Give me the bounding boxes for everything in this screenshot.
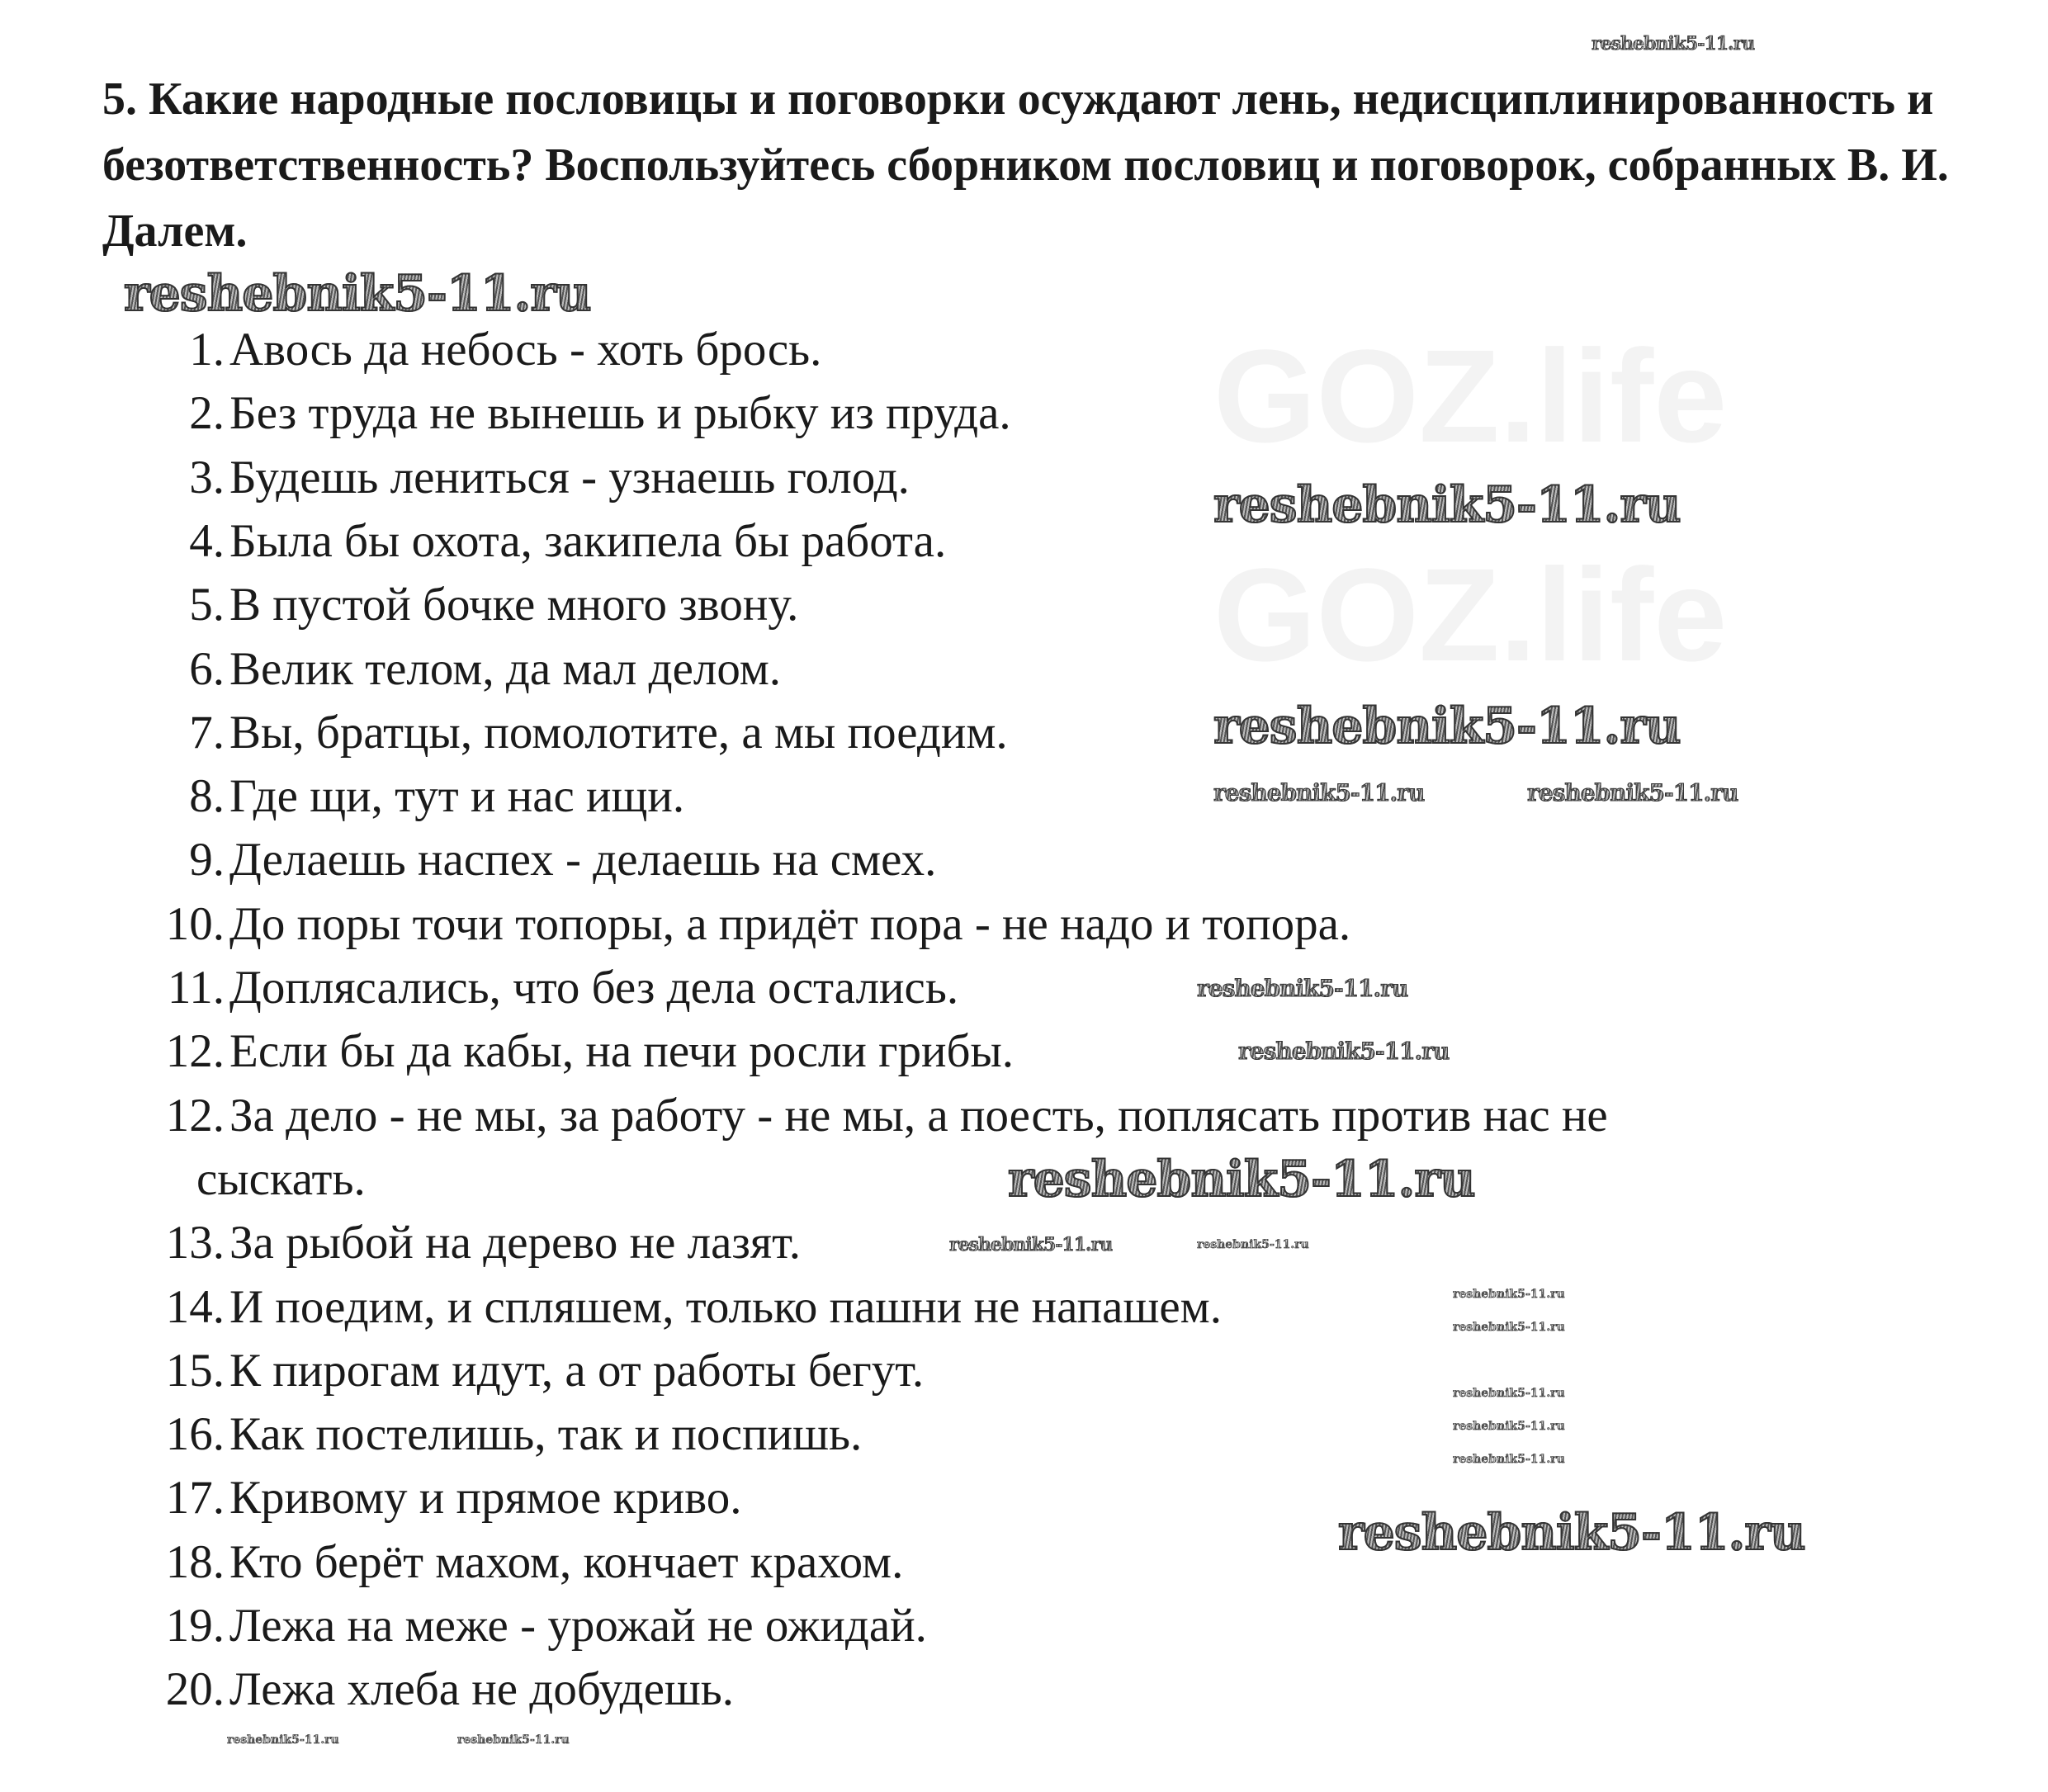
item-text: Была бы охота, закипела бы работа. [229, 514, 947, 567]
item-text: В пустой бочке много звону. [229, 579, 799, 631]
item-text: Вы, братцы, помолотите, а мы поедим. [229, 706, 1008, 759]
item-number: 4. [189, 514, 225, 567]
faint-watermark: GOZ.life [1213, 541, 1728, 688]
item-number: 19. [165, 1600, 225, 1652]
list-item [124, 514, 947, 567]
item-text: До поры точи топоры, а придёт пора - не надо и топора. [229, 897, 1351, 950]
item-number: 15. [165, 1344, 225, 1397]
watermark-text: reshebnik5-11.ru [1008, 1151, 1475, 1208]
item-number: 14. [165, 1280, 225, 1333]
task-title: 5. Какие народные пословицы и поговорки осуждают лень, недисциплинированность и безответственность? Воспользуйтесь сборником пословиц и поговорок, собранных В. И. Далем. [102, 73, 1949, 257]
item-number: 3. [189, 451, 225, 504]
list-item [124, 1280, 1222, 1333]
item-text: Как постелишь, так и поспишь. [229, 1408, 863, 1461]
item-text: Кривому и прямое криво. [229, 1472, 742, 1525]
item-text: За дело - не мы, за работу - не мы, а поесть, поплясать против нас не [229, 1089, 1608, 1142]
list-item [124, 1346, 924, 1396]
item-number: 6. [189, 642, 225, 695]
watermark-text: reshebnik5-11.ru [1197, 975, 1408, 1002]
watermark-text: reshebnik5-11.ru [1453, 1453, 1565, 1466]
item-text: Авось да небось - хоть брось. [229, 324, 822, 376]
item-number: 12. [165, 1089, 225, 1142]
item-text: Где щи, тут и нас ищи. [229, 770, 685, 823]
watermark-text: reshebnik5-11.ru [1592, 33, 1755, 54]
item-text: За рыбой на дерево не лазят. [229, 1217, 801, 1270]
watermark-text: reshebnik5-11.ru [1213, 476, 1681, 534]
watermark-text: reshebnik5-11.ru [1213, 779, 1425, 806]
watermark-text: reshebnik5-11.ru [1453, 1420, 1565, 1433]
item-number: 7. [189, 706, 225, 759]
list-item [124, 1027, 1014, 1076]
item-text: К пирогам идут, а от работы бегут. [229, 1344, 925, 1397]
item-number: 11. [167, 962, 225, 1014]
faint-watermark: GOZ.life [1213, 322, 1728, 470]
item-text: Без труда не вынешь и рыбку из пруда. [229, 387, 1011, 440]
list-item [124, 1473, 742, 1523]
item-number: 8. [189, 770, 225, 823]
item-number: 13. [165, 1217, 225, 1270]
list-item [124, 389, 1011, 438]
list-item [124, 1091, 1608, 1141]
item-text: Доплясались, что без дела остались. [229, 962, 959, 1014]
item-text: Лежа хлеба не добудешь. [229, 1663, 735, 1716]
item-number: 10. [165, 897, 225, 950]
watermark-text: reshebnik5-11.ru [227, 1733, 339, 1747]
list-item [124, 897, 1351, 950]
list-item [124, 1535, 904, 1588]
item-number: 17. [165, 1472, 225, 1525]
watermark-text: reshebnik5-11.ru [124, 265, 591, 323]
watermark-text: reshebnik5-11.ru [1453, 1288, 1565, 1301]
item-number: 2. [189, 387, 225, 440]
list-item [124, 580, 798, 630]
item-text-continuation: сыскать. [196, 1152, 366, 1205]
list-item [124, 772, 684, 821]
item-number: 1. [189, 324, 225, 376]
list-item [124, 453, 910, 503]
list-item [124, 1410, 862, 1459]
item-text: И поедим, и спляшем, только пашни не напашем. [229, 1280, 1222, 1333]
watermark-text: reshebnik5-11.ru [949, 1234, 1113, 1255]
item-number: 20. [165, 1663, 225, 1716]
list-item [124, 1601, 927, 1651]
item-number: 12. [165, 1025, 225, 1078]
watermark-text: reshebnik5-11.ru [1197, 1238, 1309, 1251]
watermark-text: reshebnik5-11.ru [1238, 1038, 1450, 1065]
item-number: 9. [189, 834, 225, 887]
item-text: Кто берёт махом, кончает крахом. [229, 1535, 904, 1588]
list-item [124, 325, 821, 375]
watermark-text: reshebnik5-11.ru [1453, 1321, 1565, 1334]
list-item [124, 1665, 734, 1714]
watermark-text: reshebnik5-11.ru [457, 1733, 570, 1747]
list-item [124, 642, 782, 695]
item-text: Делаешь наспех - делаешь на смех. [229, 834, 937, 887]
item-text: Велик телом, да мал делом. [229, 642, 782, 695]
watermark-text: reshebnik5-11.ru [1338, 1504, 1805, 1562]
item-text: Будешь лениться - узнаешь голод. [229, 451, 910, 504]
item-text: Если бы да кабы, на печи росли грибы. [229, 1025, 1015, 1078]
list-item [124, 835, 936, 885]
watermark-text: reshebnik5-11.ru [1453, 1387, 1565, 1400]
watermark-text: reshebnik5-11.ru [1213, 697, 1681, 755]
item-number: 5. [189, 579, 225, 631]
item-number: 16. [165, 1408, 225, 1461]
list-item [124, 1218, 801, 1268]
item-text: Лежа на меже - урожай не ожидай. [229, 1600, 927, 1652]
watermark-text: reshebnik5-11.ru [1527, 779, 1738, 806]
item-number: 18. [165, 1535, 225, 1588]
list-item [124, 708, 1008, 758]
list-item [124, 963, 958, 1013]
